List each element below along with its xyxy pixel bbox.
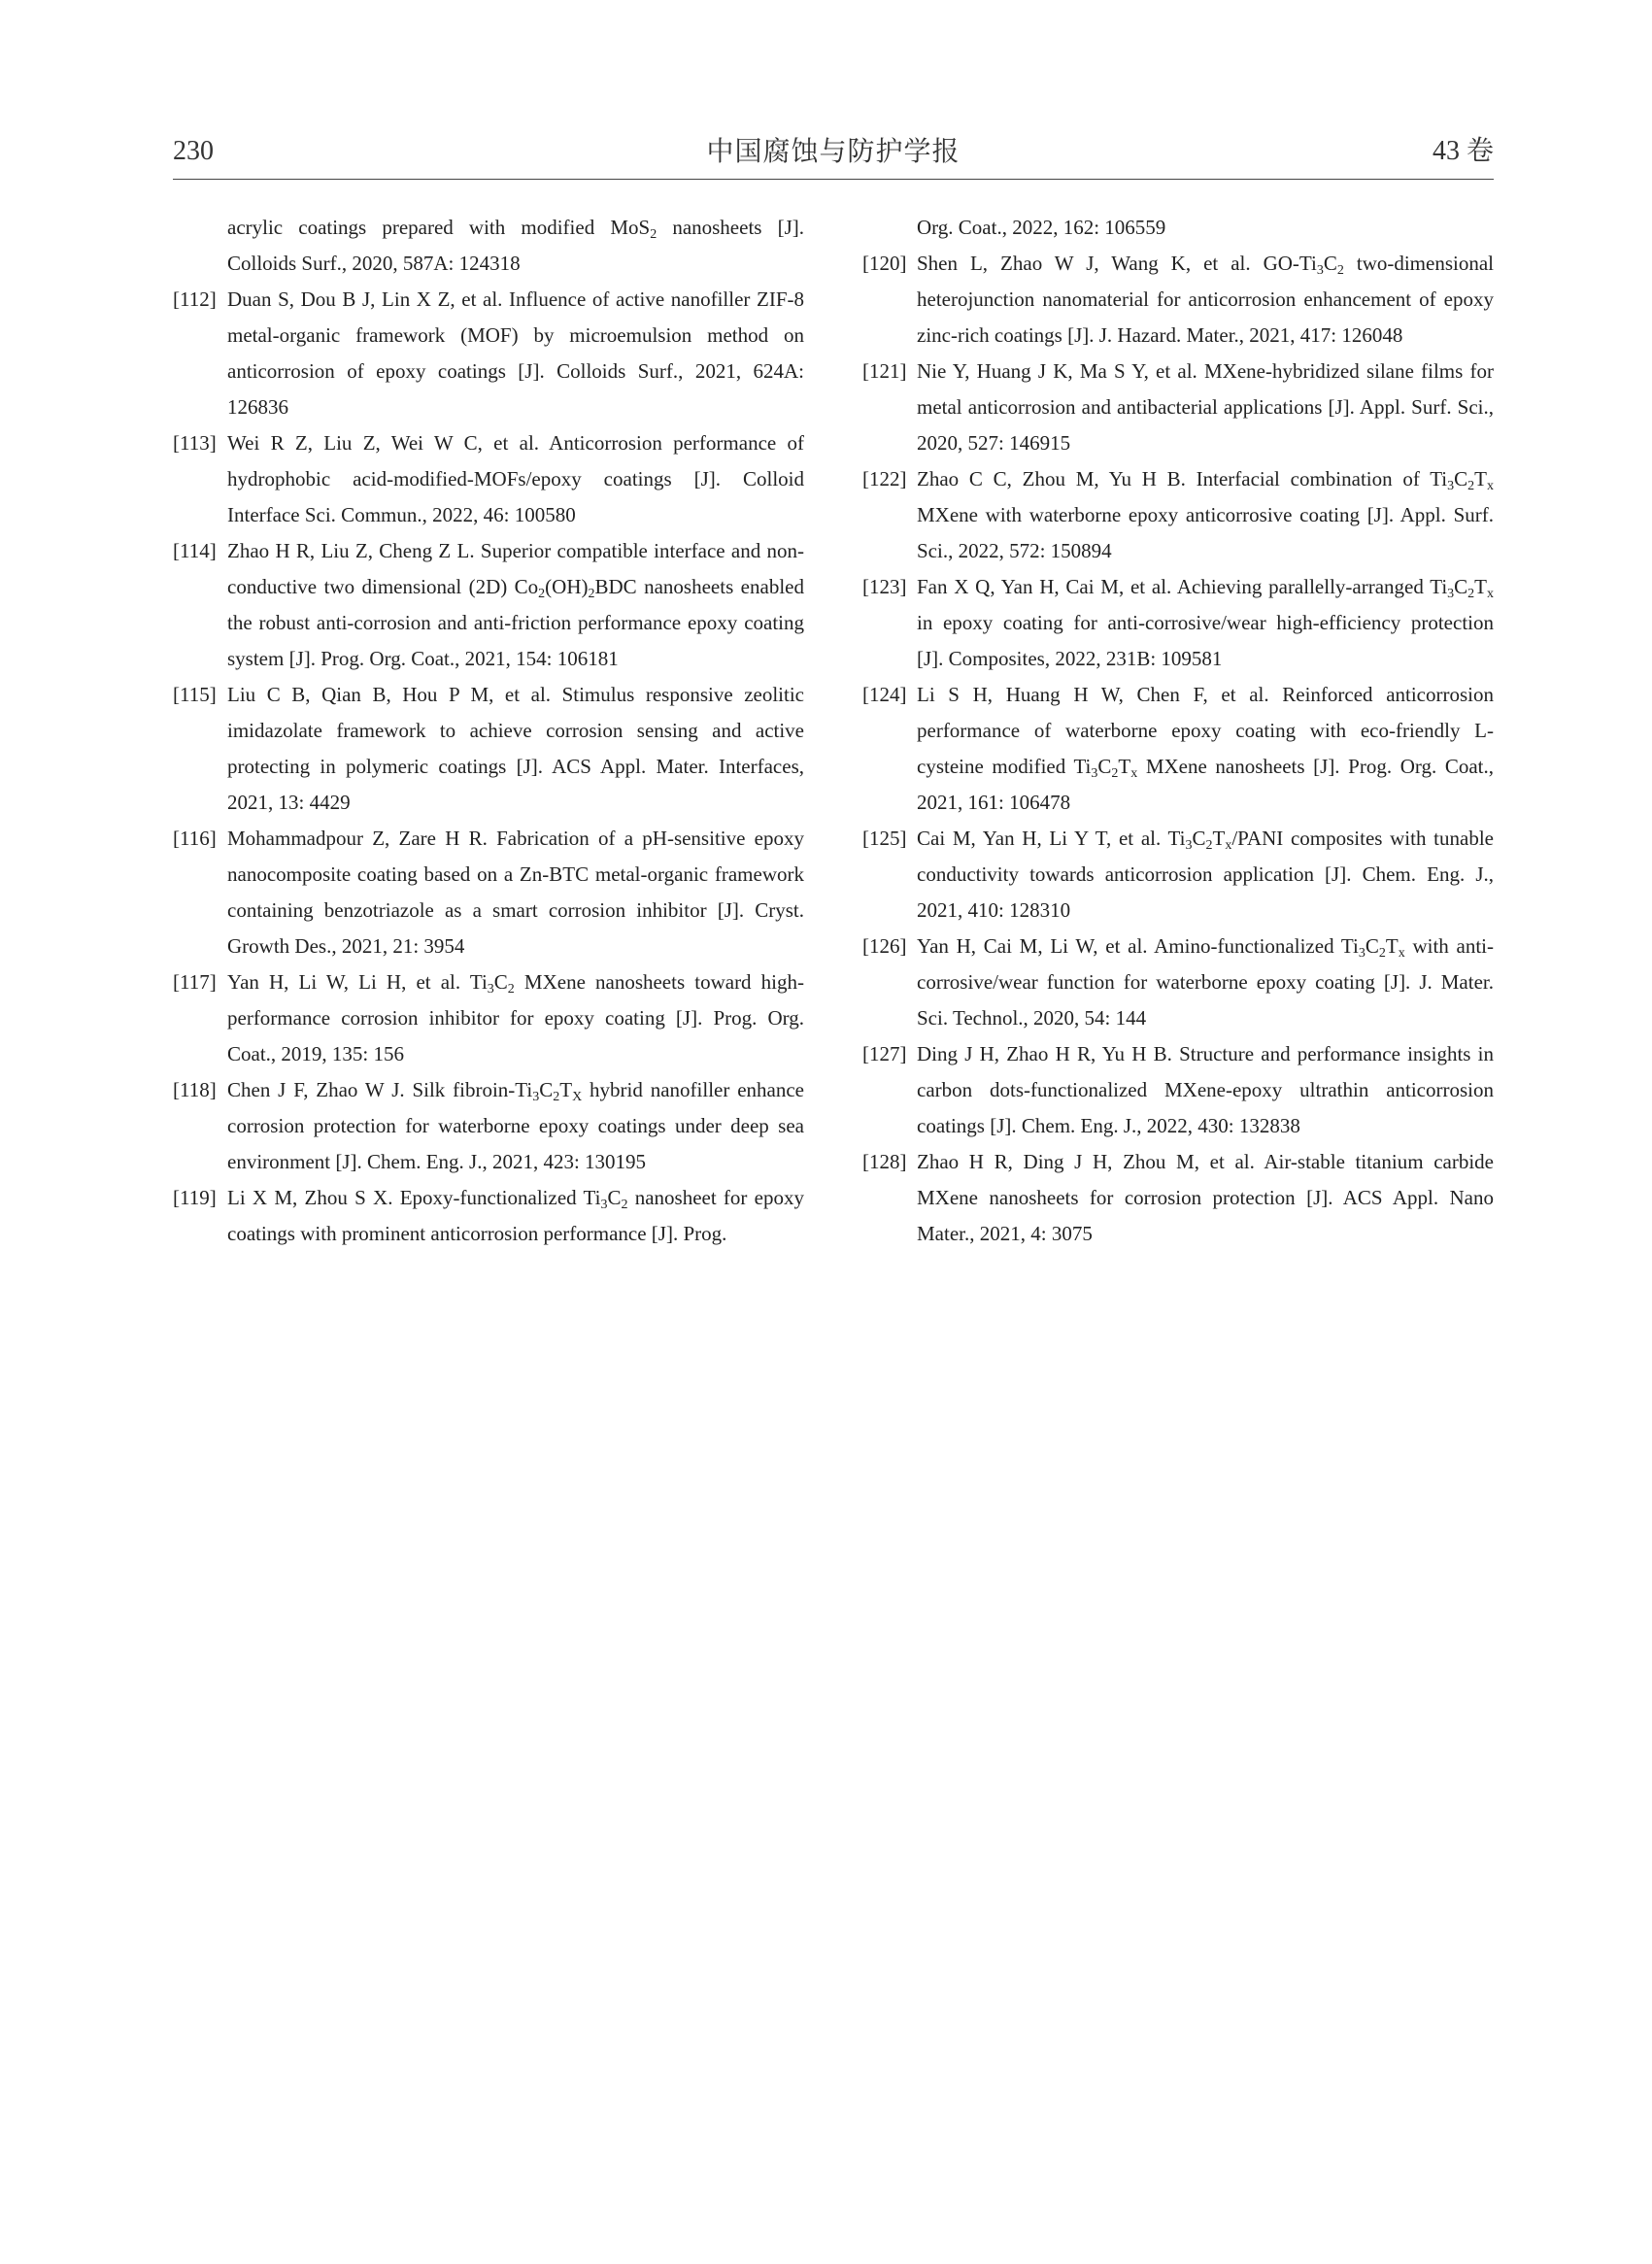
subscript: 3 [1185,838,1193,853]
reference-number: [119] [173,1186,217,1209]
reference-number: [125] [862,827,907,850]
reference-text: Liu C B, Qian B, Hou P M, et al. Stimulus responsive zeolitic imidazolate framework to achieve corrosion sensing and active protecting in polymeric coatings [J]. ACS Appl. Mater. Interfaces, 2021, 13: 4429 [227,683,804,814]
subscript: 2 [507,982,515,997]
reference-entry [862,246,1494,354]
reference-entry [173,210,804,282]
reference-number: [112] [173,287,217,311]
subscript: x [1225,838,1232,853]
reference-number: [123] [862,575,907,598]
reference-text: in epoxy coating for anti-corrosive/wear high-efficiency protection [J]. Composites, 2022, 231B: 109581 [917,611,1494,670]
reference-number: [126] [862,934,907,958]
reference-number: [113] [173,431,217,455]
reference-entry [173,821,804,964]
reference-entry [173,964,804,1072]
reference-text: Shen L, Zhao W J, Wang K, et al. GO-Ti [917,252,1317,275]
reference-text: C [539,1078,554,1101]
reference-entry [862,821,1494,929]
subscript: x [1487,479,1494,493]
reference-text: (OH) [545,575,589,598]
reference-text: MXene nanosheets toward high-performance corrosion inhibitor for epoxy coating [J]. Prog. Org. Coat., 2019, 135: 156 [227,970,804,1065]
reference-entry [862,210,1494,246]
reference-entry [862,354,1494,461]
reference-text: Org. Coat., 2022, 162: 106559 [917,216,1166,239]
reference-text: Yan H, Li W, Li H, et al. Ti [227,970,488,994]
reference-text: Cai M, Yan H, Li Y T, et al. Ti [917,827,1186,850]
reference-entry [173,282,804,425]
reference-number: [121] [862,359,907,383]
reference-text: Duan S, Dou B J, Lin X Z, et al. Influence of active nanofiller ZIF-8 metal-organic framework (MOF) by microemulsion method on anticorrosion of epoxy coatings [J]. Colloids Surf., 2021, 624A: 126836 [227,287,804,419]
subscript: 2 [621,1198,628,1212]
reference-text: MXene nanosheets [J]. Prog. Org. Coat., 2021, 161: 106478 [917,755,1494,814]
subscript: 3 [1316,263,1324,278]
reference-number: [120] [862,252,907,275]
reference-entry [862,677,1494,821]
subscript: 3 [1447,479,1455,493]
reference-text: Mohammadpour Z, Zare H R. Fabrication of a pH-sensitive epoxy nanocomposite coating based on a Zn-BTC metal-organic framework containing benzotriazole as a smart corrosion inhibitor [J]. Cryst. Growth Des., 2021, 21: 3954 [227,827,804,958]
reference-text: Wei R Z, Liu Z, Wei W C, et al. Anticorrosion performance of hydrophobic acid-modified-MOFs/epoxy coatings [J]. Colloid Interface Sci. Commun., 2022, 46: 100580 [227,431,804,526]
reference-text: C [493,970,508,994]
reference-text: C [1454,467,1468,490]
reference-text: hybrid nanofiller enhance corrosion protection for waterborne epoxy coatings under deep sea environment [J]. Chem. Eng. J., 2021, 423: 130195 [227,1078,804,1173]
reference-entry [173,1180,804,1252]
subscript: 2 [553,1090,560,1104]
subscript: 2 [1378,946,1386,961]
reference-text: Zhao H R, Ding J H, Zhou M, et al. Air-stable titanium carbide MXene nanosheets for corrosion protection [J]. ACS Appl. Nano Mater., 2021, 4: 3075 [917,1150,1494,1245]
reference-entry [862,929,1494,1036]
reference-text: C [1454,575,1468,598]
reference-text: T [1474,467,1487,490]
reference-text: T [1474,575,1487,598]
reference-text: C [607,1186,622,1209]
subscript: 2 [1111,766,1119,781]
page-header [173,132,1494,179]
reference-entry [173,677,804,821]
reference-text: Zhao H R, Liu Z, Cheng Z L. Superior compatible interface and non-conductive two dimensional (2D) Co [227,539,804,598]
reference-text: Li X M, Zhou S X. Epoxy-functionalized Ti [227,1186,601,1209]
subscript: 2 [1205,838,1213,853]
reference-text: Nie Y, Huang J K, Ma S Y, et al. MXene-hybridized silane films for metal anticorrosion and antibacterial applications [J]. Appl. Surf. Sci., 2020, 527: 146915 [917,359,1494,455]
reference-text: C [1097,755,1112,778]
reference-text: T [1385,934,1399,958]
subscript: 2 [650,227,657,242]
reference-text: Chen J F, Zhao W J. Silk fibroin-Ti [227,1078,533,1101]
reference-entry [862,1144,1494,1252]
subscript: x [1398,946,1405,961]
reference-number: [117] [173,970,217,994]
reference-text: Li S H, Huang H W, Chen F, et al. Reinforced anticorrosion performance of waterborne epoxy coating with eco-friendly L-cysteine modified Ti [917,683,1494,778]
reference-entry [862,569,1494,677]
reference-text: BDC nanosheets enabled the robust anti-corrosion and anti-friction performance epoxy coating system [J]. Prog. Org. Coat., 2021, 154: 106181 [227,575,804,670]
reference-text: T [559,1078,573,1101]
subscript: X [572,1090,583,1104]
reference-text: nanosheet for epoxy coatings with prominent anticorrosion performance [J]. Prog. [227,1186,804,1245]
subscript: 2 [1336,263,1344,278]
reference-text: Ding J H, Zhao H R, Yu H B. Structure and performance insights in carbon dots-functionalized MXene-epoxy ultrathin anticorrosion coatings [J]. Chem. Eng. J., 2022, 430: 132838 [917,1042,1494,1137]
reference-number: [116] [173,827,217,850]
reference-entry [173,425,804,533]
subscript: 3 [532,1090,540,1104]
reference-text: T [1212,827,1226,850]
page-number: 230 [173,136,214,166]
volume-label: 43 卷 [1432,136,1494,166]
reference-number: [122] [862,467,907,490]
reference-number: [114] [173,539,217,562]
subscript: 3 [1091,766,1098,781]
reference-entry [862,461,1494,569]
journal-title: 中国腐蚀与防护学报 [706,135,961,167]
reference-text: Yan H, Cai M, Li W, et al. Amino-functionalized Ti [917,934,1359,958]
subscript: x [1487,587,1494,601]
reference-entry [173,1072,804,1180]
subscript: 3 [1447,587,1455,601]
reference-text: C [1365,934,1379,958]
reference-text: /PANI composites with tunable conductivity towards anticorrosion application [J]. Chem. Eng. J., 2021, 410: 128310 [917,827,1494,922]
subscript: 2 [1467,587,1475,601]
reference-number: [127] [862,1042,907,1065]
reference-number: [128] [862,1150,907,1173]
subscript: 3 [600,1198,608,1212]
reference-number: [118] [173,1078,217,1101]
subscript: 2 [1467,479,1475,493]
reference-column-right [862,210,1494,1252]
reference-text: nanosheets [J]. Colloids Surf., 2020, 587A: 124318 [227,216,804,275]
reference-text: with anti-corrosive/wear function for waterborne epoxy coating [J]. J. Mater. Sci. Technol., 2020, 54: 144 [917,934,1494,1030]
reference-text: T [1118,755,1131,778]
reference-text: C [1323,252,1337,275]
reference-text: Zhao C C, Zhou M, Yu H B. Interfacial combination of Ti [917,467,1448,490]
reference-entry [862,1036,1494,1144]
reference-number: [124] [862,683,907,706]
header-rule [173,179,1494,180]
subscript: 2 [588,587,595,601]
reference-text: two-dimensional heterojunction nanomaterial for anticorrosion enhancement of epoxy zinc-rich coatings [J]. J. Hazard. Mater., 2021, 417: 126048 [917,252,1495,347]
reference-column-left [173,210,804,1252]
reference-entry [173,533,804,677]
reference-text: C [1192,827,1206,850]
reference-text: acrylic coatings prepared with modified MoS [227,216,651,239]
subscript: 3 [487,982,494,997]
subscript: 3 [1358,946,1365,961]
subscript: 2 [538,587,546,601]
reference-text: MXene with waterborne epoxy anticorrosive coating [J]. Appl. Surf. Sci., 2022, 572: 150894 [917,503,1494,562]
subscript: x [1130,766,1138,781]
reference-text: Fan X Q, Yan H, Cai M, et al. Achieving parallelly-arranged Ti [917,575,1448,598]
reference-number: [115] [173,683,217,706]
